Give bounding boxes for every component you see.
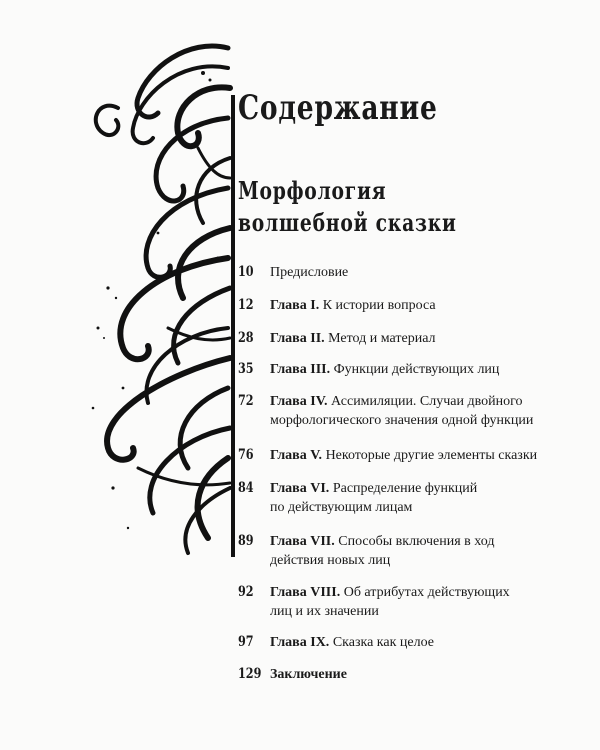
toc-page-number: 35 <box>238 361 254 377</box>
toc-entry-title: Функции действующих лиц <box>333 362 500 377</box>
toc-entry-title: Предисловие <box>270 265 349 280</box>
vertical-divider <box>231 95 235 557</box>
toc-text <box>270 263 570 282</box>
toc-text <box>270 360 570 379</box>
toc-chapter-label: Глава IV. <box>270 394 328 409</box>
toc-text <box>270 532 570 570</box>
toc-entry-title: Метод и материал <box>328 331 436 346</box>
toc-entry-title: Распределение функций <box>332 481 478 496</box>
book-title-line: волшебной сказки <box>238 208 457 237</box>
toc-page-number: 12 <box>238 297 254 313</box>
toc-page-number: 84 <box>238 480 254 496</box>
toc-chapter-label: Глава VI. <box>270 481 330 496</box>
toc-page-number: 76 <box>238 447 254 463</box>
toc-chapter-label: Глава IX. <box>270 635 330 650</box>
toc-page-number: 129 <box>238 666 262 682</box>
toc-chapter-label: Глава VIII. <box>270 585 341 600</box>
toc-page-number: 92 <box>238 584 254 600</box>
toc-text <box>270 392 570 430</box>
toc-page-number: 10 <box>238 264 254 280</box>
toc-text <box>270 329 570 348</box>
toc-chapter-label: Глава III. <box>270 362 331 377</box>
toc-page-number: 72 <box>238 393 254 409</box>
toc-text <box>270 296 570 315</box>
page-heading: Содержание <box>238 88 438 128</box>
floral-ornament-illustration <box>78 28 238 558</box>
toc-entry-title: Некоторые другие элементы сказки <box>325 448 538 463</box>
toc-text <box>270 583 570 621</box>
toc-entry-title-continued: по действующим лицам <box>270 500 413 515</box>
toc-text <box>270 665 570 684</box>
toc-chapter-label: Заключение <box>270 667 347 682</box>
toc-chapter-label: Глава II. <box>270 331 325 346</box>
toc-chapter-label: Глава VII. <box>270 534 335 549</box>
toc-entry-title: К истории вопроса <box>322 298 436 313</box>
toc-entry-title-continued: действия новых лиц <box>270 553 391 568</box>
toc-chapter-label: Глава V. <box>270 448 323 463</box>
book-title-line: Морфология <box>238 176 387 205</box>
toc-chapter-label: Глава I. <box>270 298 320 313</box>
toc-page-number: 28 <box>238 330 254 346</box>
toc-entry-title: Способы включения в ход <box>338 534 495 549</box>
toc-entry-title: Об атрибутах действующих <box>343 585 510 600</box>
book-title <box>238 175 457 239</box>
toc-text <box>270 446 570 465</box>
toc-page-number: 89 <box>238 533 254 549</box>
toc-entry-title-continued: лиц и их значении <box>270 604 379 619</box>
toc-page-number: 97 <box>238 634 254 650</box>
toc-entry-title: Сказка как целое <box>332 635 434 650</box>
toc-entry-title: Ассимиляции. Случаи двойного <box>331 394 523 409</box>
toc-text <box>270 633 570 652</box>
toc-text <box>270 479 570 517</box>
toc-entry-title-continued: морфологического значения одной функции <box>270 413 534 428</box>
